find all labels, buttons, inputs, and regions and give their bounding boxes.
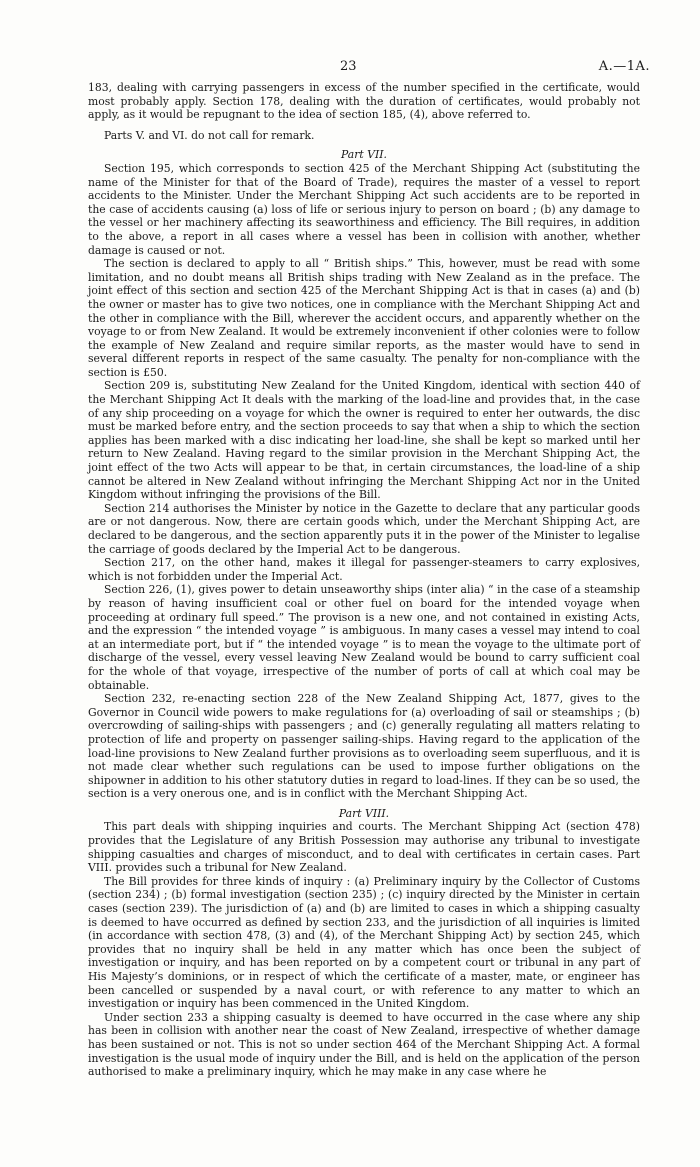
page-number: 23	[340, 59, 357, 74]
paragraph-section-233: Under section 233 a shipping casualty is deemed to have occurred in the case where any ship has been in collision with another near the coast of New Zealand, irrespective of whether damage has been sustained or not. This is not so under section 464 of the Merchant Shipping Act. A formal investigation is the usual mode of inquiry under the Bill, and is held on the application of the person authorised to make a preliminary inquiry, which he may make in any case where he	[88, 1010, 640, 1079]
section-heading-part-vii: Part VII.	[341, 148, 387, 162]
paragraph-section-217: Section 217, on the other hand, makes it illegal for passenger-steamers to carry explosives, which is not forbidden under the Imperial Act.	[88, 556, 640, 583]
paragraph-three-inquiries: The Bill provides for three kinds of inquiry : (a) Preliminary inquiry by the Collector of Customs (section 234) ; (b) formal investigation (section 235) ; (c) inquiry directed by the Minister in certain cases (section 239). The jurisdiction of (a) and (b) are limited to cases in which a shipping casualty is deemed to have occurred as defined by section 233, and the jurisdiction of all inquiries is limited (in accordance with section 478, (3) and (4), of the Merchant Shipping Act) by section 245, which provides that no inquiry shall be held in any matter which has once been the subject of investigation or inquiry, and has been reported on by a competent court or tribunal in any part of His Majesty’s dominions, or in respect of which the certificate of a master, mate, or engineer has been cancelled or suspended by a naval court, or with reference to any matter to which an investigation or inquiry has been commenced in the United Kingdom.	[88, 874, 640, 1011]
paragraph-section-214: Section 214 authorises the Minister by notice in the Gazette to declare that any particular goods are or not dangerous. Now, there are certain goods which, under the Merchant Shipping Act, are declared to be dangerous, and the section apparently puts it in the power of the Minister to legalise the carriage of goods declared by the Imperial Act to be dangerous.	[88, 501, 640, 556]
paragraph-section-195: Section 195, which corresponds to section 425 of the Merchant Shipping Act (substituting the name of the Minister for that of the Board of Trade), requires the master of a vessel to report accidents to the Minister. Under the Merchant Shipping Act such accidents are to be reported in the case of accidents causing (a) loss of life or serious injury to person on board ; (b) any damage to the vessel or her machinery affecting its seaworthiness and efficiency. The Bill requires, in addition to the above, a report in all cases where a vessel has been in collision with another, whether damage is caused or not.	[88, 161, 640, 257]
paragraph-section-232: Section 232, re-enacting section 228 of the New Zealand Shipping Act, 1877, gives to the Governor in Council wide powers to make regulations for (a) overloading of sail or steamships ; (b) overcrowding of sailing-ships with passengers ; and (c) generally regulating all matters relating to protection of life and property on passenger sailing-ships. Having regard to the application of the load-line provisions to New Zealand further provisions as to overloading seem superfluous, and it is not made clear whether such regulations can be used to impose further obligations on the shipowner in addition to his other statutory duties in regard to load-lines. If they can be so used, the section is a very onerous one, and is in conflict with the Merchant Shipping Act.	[88, 692, 640, 801]
paragraph-section-226: Section 226, (1), gives power to detain unseaworthy ships (inter alia) “ in the case of a steamship by reason of having insufficient coal or other fuel on board for the intended voyage when proceeding at ordinary full speed.” The provison is a new one, and not contained in existing Acts, and the expression “ the intended voyage ” is ambiguous. In many cases a vessel may intend to coal at an intermediate port, but if “ the intended voyage ” is to mean the voyage to the ultimate port of discharge of the vessel, every vessel leaving New Zealand would be bound to carry sufficient coal for the whole of that voyage, irrespective of the number of ports of call at which coal may be obtainable.	[88, 583, 640, 692]
paragraph-continuation: 183, dealing with carrying passengers in excess of the number specified in the certificate, would most probably apply. Section 178, dealing with the duration of certificates, would probably not apply, as it would be repugnant to the idea of section 185, (4), above referred to.	[88, 81, 640, 122]
page-header	[0, 60, 700, 78]
paragraph-parts-v-vi: Parts V. and VI. do not call for remark.	[104, 128, 315, 142]
paragraph-shipping-inquiries: This part deals with shipping inquiries and courts. The Merchant Shipping Act (section 478) provides that the Legislature of any British Possession may authorise any tribunal to investigate shipping casualties and charges of misconduct, and to deal with certificates in certain cases. Part VIII. provides such a tribunal for New Zealand.	[88, 820, 640, 875]
section-heading-part-viii: Part VIII.	[338, 806, 390, 820]
document-reference: A.—1A.	[598, 59, 650, 74]
paragraph-british-ships: The section is declared to apply to all “ British ships.” This, however, must be read with some limitation, and no doubt means all British ships trading with New Zealand as in the preface. The joint effect of this section and section 425 of the Merchant Shipping Act is that in cases (a) and (b) the owner or master has to give two notices, one in compliance with the Merchant Shipping Act and the other in compliance with the Bill, wherever the accident occurs, and apparently whether on the voyage to or from New Zealand. It would be extremely inconvenient if other colonies were to follow the example of New Zealand and require similar reports, as the master would have to send in several different reports in respect of the same casualty. The penalty for non-compliance with the section is £50.	[88, 257, 640, 379]
paragraph-section-209: Section 209 is, substituting New Zealand for the United Kingdom, identical with section 440 of the Merchant Shipping Act It deals with the marking of the load-line and provides that, in the case of any ship proceeding on a voyage for which the owner is required to enter her outwards, the disc must be marked before entry, and the section proceeds to say that when a ship to which the section applies has been marked with a disc indicating her load-line, she shall be kept so marked until her return to New Zealand. Having regard to the similar provision in the Merchant Shipping Act, the joint effect of the two Acts will appear to be that, in certain circumstances, the load-line of a ship cannot be altered in New Zealand without infringing the Merchant Shipping Act nor in the United Kingdom without infringing the provisions of the Bill.	[88, 379, 640, 502]
document-body	[88, 81, 640, 1079]
